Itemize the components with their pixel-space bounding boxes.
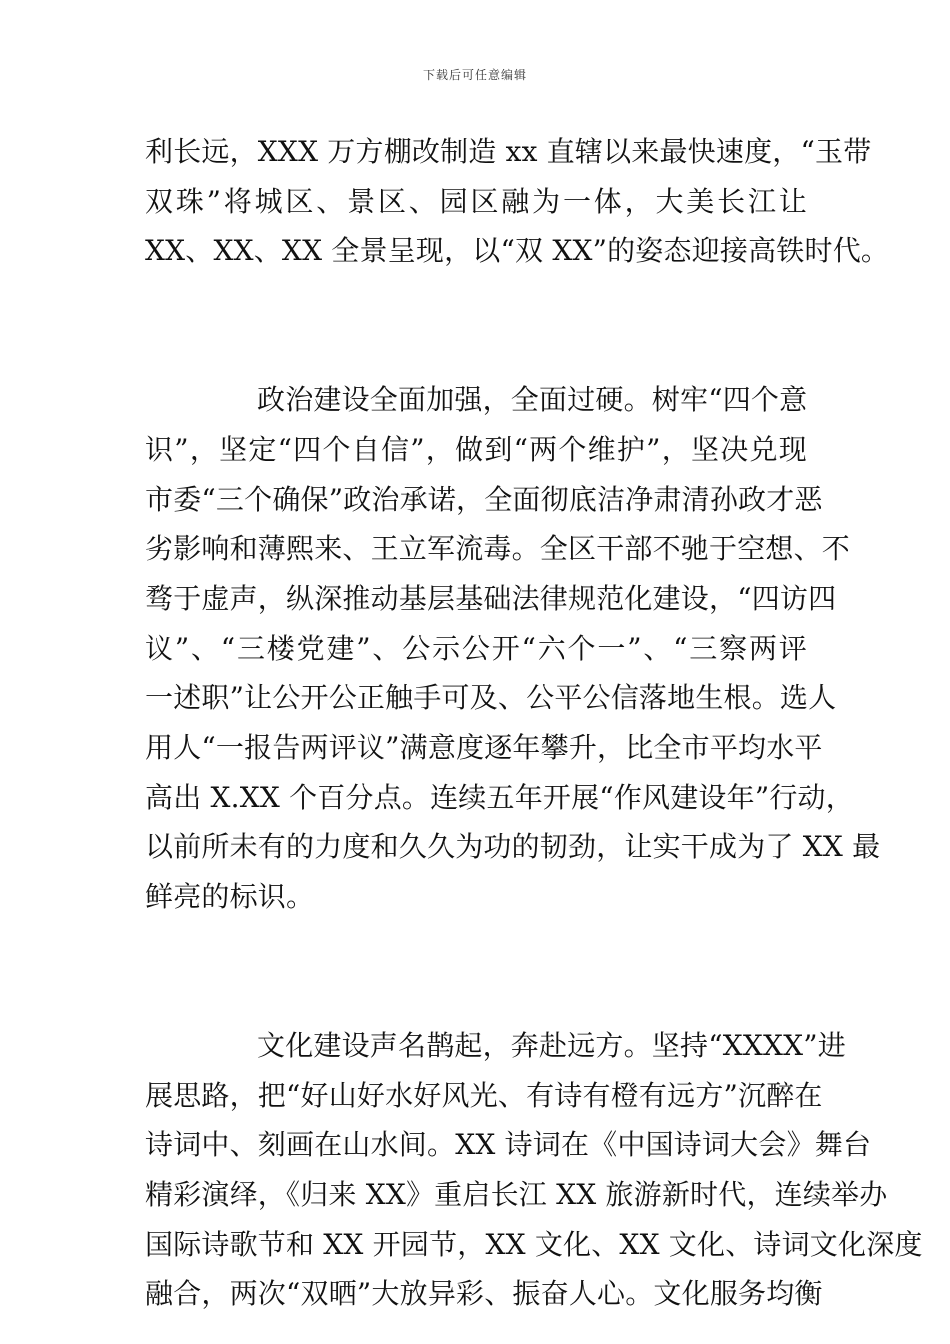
text-line: 国际诗歌节和 XX 开园节，XX 文化、XX 文化、诗词文化深度 — [145, 1227, 923, 1261]
text-line: XX、XX、XX 全景呈现，以“双 XX”的姿态迎接高铁时代。 — [145, 234, 890, 268]
text-line: 一述职”让公开公正触手可及、公平公信落地生根。选人 — [145, 681, 837, 715]
text-line: 精彩演绎，《归来 XX》重启长江 XX 旅游新时代，连续举办 — [145, 1177, 888, 1211]
document-body — [145, 127, 923, 1319]
text-line: 诗词中、刻画在山水间。XX 诗词在《中国诗词大会》舞台 — [145, 1128, 872, 1162]
text-line: 文化建设声名鹊起，奔赴远方。坚持“XXXX”进 — [257, 1028, 846, 1062]
text-line: 高出 X.XX 个百分点。连续五年开展“作风建设年”行动， — [145, 780, 854, 814]
text-line: 议”、“三楼党建”、公示公开“六个一”、“三察两评 — [145, 631, 807, 665]
paragraph-spacer — [145, 922, 807, 1021]
paragraph-political-building — [145, 375, 881, 922]
text-line: 政治建设全面加强，全面过硬。树牢“四个意 — [257, 383, 808, 417]
paragraph-cultural-building — [145, 1021, 923, 1319]
text-line: 市委“三个确保”政治承诺，全面彻底洁净肃清孙政才恶 — [145, 482, 823, 516]
page-header: 下载后可任意编辑 — [422, 68, 527, 82]
text-line: 识”，坚定“四个自信”，做到“两个维护”，坚决兑现 — [145, 432, 807, 466]
text-line: 骛于虚声，纵深推动基层基础法律规范化建设，“四访四 — [145, 581, 837, 615]
text-line: 以前所未有的力度和久久为功的韧劲，让实干成为了 XX 最 — [145, 830, 881, 864]
text-line: 展思路，把“好山好水好风光、有诗有橙有远方”沉醉在 — [145, 1078, 823, 1112]
text-line: 鲜亮的标识。 — [145, 880, 315, 914]
text-line: 双珠”将城区、景区、园区融为一体，大美长江让 — [145, 184, 807, 218]
text-line: 利长远，XXX 万方棚改制造 xx 直辖以来最快速度，“玉带 — [145, 135, 872, 168]
text-line: 用人“一报告两评议”满意度逐年攀升，比全市平均水平 — [145, 731, 823, 765]
text-line: 融合，两次“双晒”大放异彩、振奋人心。文化服务均衡 — [145, 1277, 823, 1311]
text-line: 劣影响和薄熙来、王立军流毒。全区干部不驰于空想、不 — [145, 532, 851, 566]
paragraph-urban-renewal — [145, 127, 890, 276]
paragraph-spacer — [145, 276, 807, 375]
